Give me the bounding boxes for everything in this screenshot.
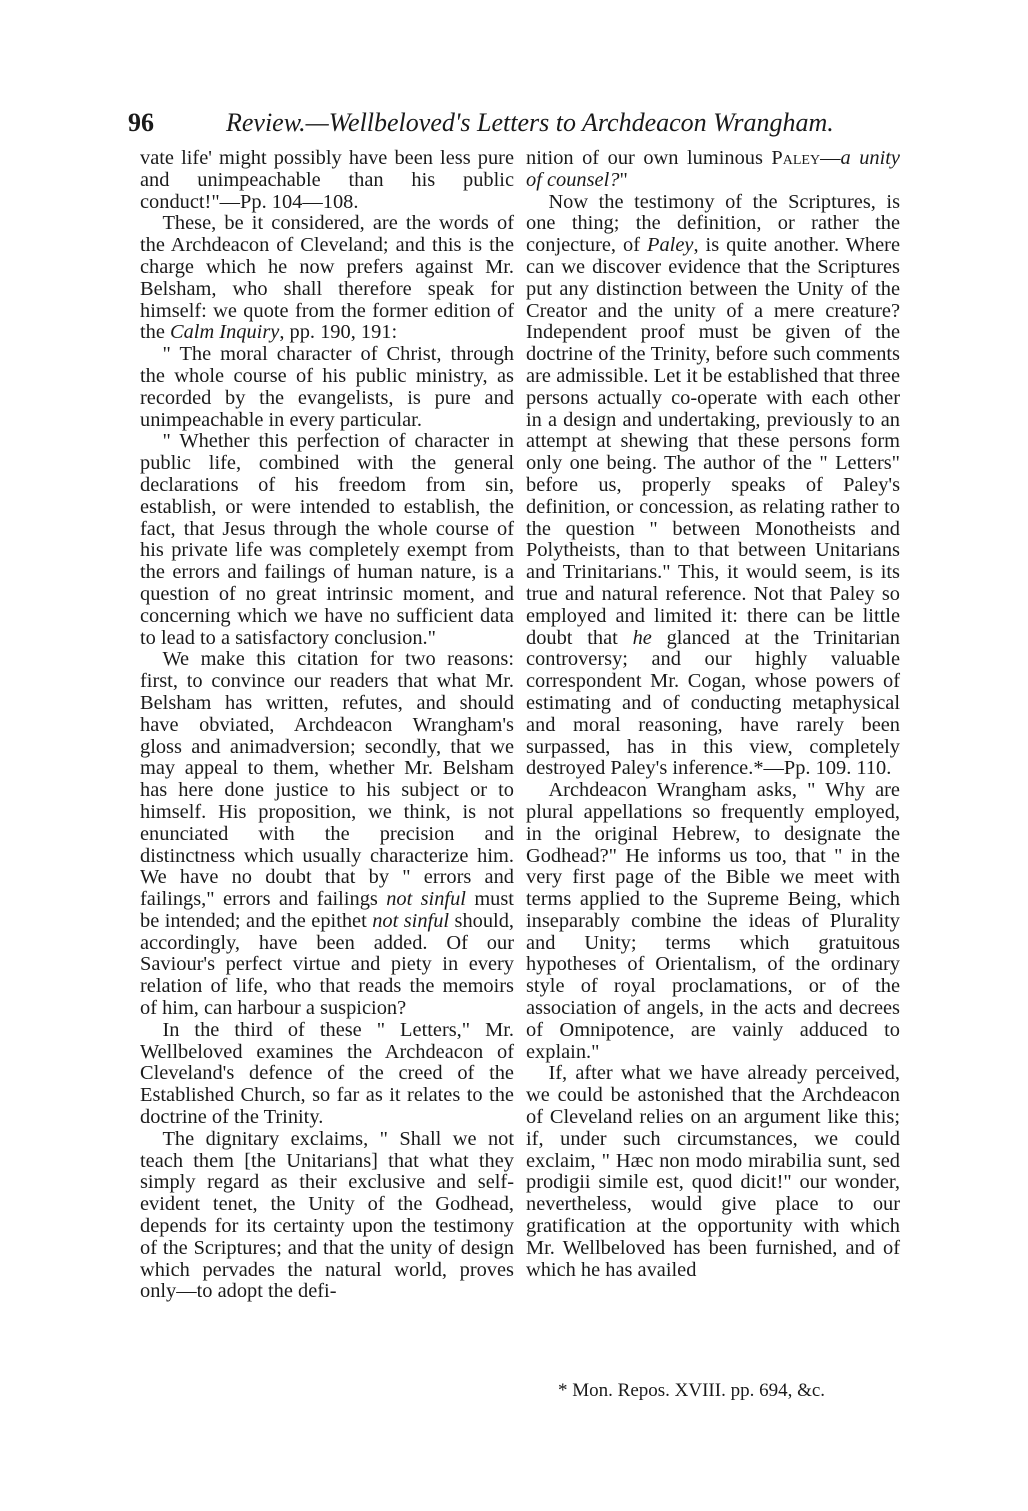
paragraph: The dignitary exclaims, " Shall we not teach them [the Unitarians] that what they simply regard as their exclusive and self-evident tenet, the Unity of the Godhead, depends for its certainty upon the testimony of the Scriptures; and that the unity of design which pervades the natural world, proves only—to adopt the defi- bbox=[140, 1127, 514, 1303]
paragraph: nition of our own luminous Paley—a unity of counsel?" bbox=[526, 147, 900, 191]
page-number: 96 bbox=[128, 108, 154, 137]
paragraph: In the third of these " Letters," Mr. Wellbeloved examines the Archdeacon of Cleveland's defence of the creed of the Established Church, so far as it relates to the doctrine of the Trinity. bbox=[140, 1018, 514, 1129]
running-title: Review.—Wellbeloved's Letters to Archdeacon Wrangham. bbox=[226, 108, 834, 137]
paragraph: We make this citation for two reasons: first, to convince our readers that what Mr. Belsham has written, refutes, and should have obviated, Archdeacon Wrangham's gloss and animadversion; secondly, that we may appeal to them, whether Mr. Belsham has here done justice to his subject or to himself. His proposition, we think, is not enunciated with the precision and distinctness which usually characterize him. We have no doubt that by " errors and failings," errors and failings not sinful must be intended; and the epithet not sinful should, accordingly, have been added. Of our Saviour's perfect virtue and piety in every relation of life, who that reads the memoirs of him, can harbour a suspicion? bbox=[140, 648, 515, 1020]
paragraph: Archdeacon Wrangham asks, " Why are plural appellations so frequently employed, in the original Hebrew, to designate the Godhead?" He informs us too, that " in the very first page of the Bible we meet with terms applied to the Supreme Being, which inseparably combine the ideas of Plurality and Unity; terms which gratuitous hypotheses of Orientalism, of the ordinary style of royal proclamations, or of the association of angels, in the acts and decrees of Omnipotence, are vainly adduced to explain." bbox=[526, 779, 900, 1063]
quoted-paragraph: " Whether this perfection of character in public life, combined with the general declarations of his freedom from sin, establish, or were intended to establish, the fact, that Jesus through the whole course of his private life was completely exempt from the errors and failings of human nature, is a question of no great intrinsic moment, and concerning which we have no sufficient data to lead to a satisfactory conclusion." bbox=[140, 430, 514, 649]
right-column bbox=[526, 148, 900, 1281]
footnote: * Mon. Repos. XVIII. pp. 694, &c. bbox=[558, 1380, 826, 1401]
running-header bbox=[128, 104, 888, 144]
left-column bbox=[140, 148, 514, 1303]
quoted-paragraph: " The moral character of Christ, through the whole course of his public ministry, as recorded by the evangelists, is pure and unimpeachable in every particular. bbox=[140, 343, 514, 431]
paragraph: These, be it considered, are the words of the Archdeacon of Cleveland; and this is the charge which he now prefers against Mr. Belsham, who shall therefore speak for himself: we quote from the former edition of the Calm Inquiry, pp. 190, 191: bbox=[140, 212, 514, 344]
paragraph: vate life' might possibly have been less pure and unimpeachable than his public conduct!"—Pp. 104—108. bbox=[140, 147, 514, 213]
paragraph: Now the testimony of the Scriptures, is one thing; the definition, or rather the conjecture, of Paley, is quite another. Where can we discover evidence that the Scriptures put any distinction between the Unity of the Creator and the unity of a mere creature? Independent proof must be given of the doctrine of the Trinity, before such comments are admissible. Let it be established that three persons actually co-operate with each other in a design and undertaking, previously to an attempt at shewing that these persons form only one being. The author of the " Letters" before us, properly speaks of Paley's definition, or concession, as relating rather to the question " between Monotheists and Polytheists, than to that between Unitarians and Trinitarians." This, it would seem, is its true and natural reference. Not that Paley so employed and limited it: there can be little doubt that he glanced at the Trinitarian controversy; and our highly valuable correspondent Mr. Cogan, whose powers of estimating and of conducting metaphysical and moral reasoning, have rarely been surpassed, has in this view, completely destroyed Paley's inference.*—Pp. 109. 110. bbox=[526, 190, 901, 780]
paragraph: If, after what we have already perceived, we could be astonished that the Archdeacon of Cleveland relies on an argument like this; if, under such circumstances, we could exclaim, " Hæc non modo mirabilia sunt, sed prodigii simile est, quod dicit!" our wonder, nevertheless, would give place to our gratification at the opportunity with which Mr. Wellbeloved has been furnished, and of which he has availed bbox=[526, 1062, 900, 1281]
